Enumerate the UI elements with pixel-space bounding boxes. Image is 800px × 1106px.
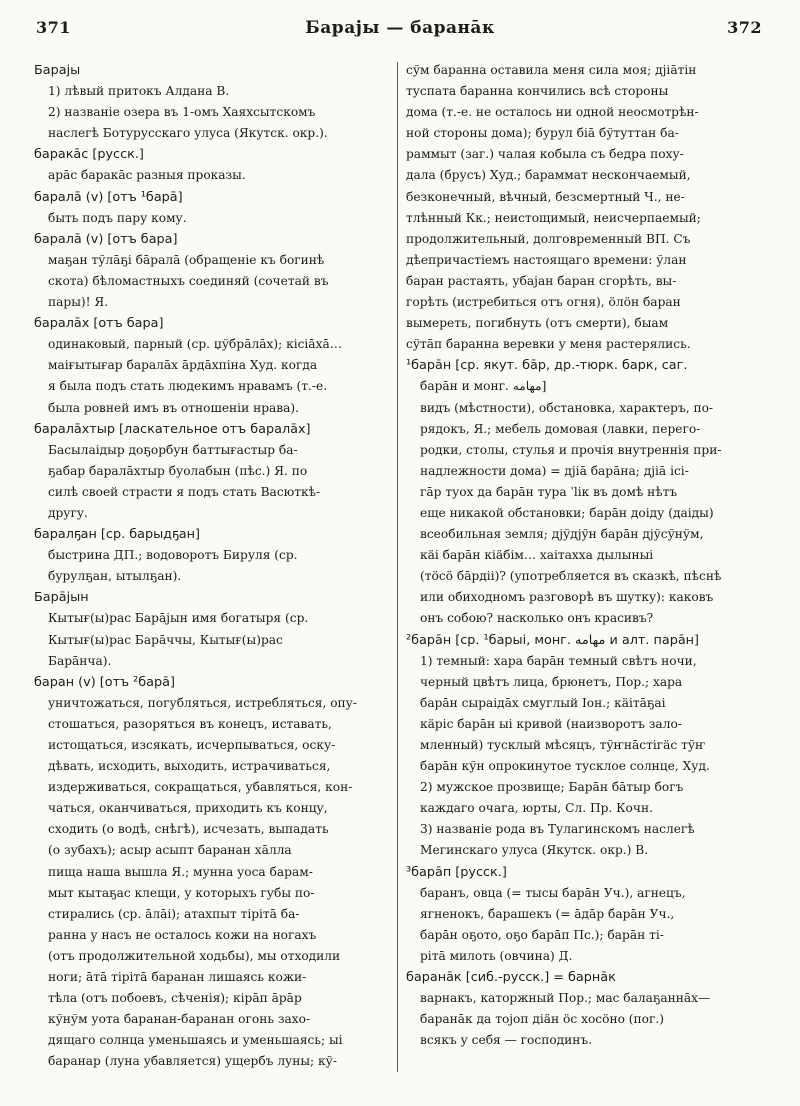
entry-line: Мегинскаго улуса (Якутск. окр.) В. <box>420 843 649 858</box>
entry-line: мыт кытаҕас клещи, у которыхъ губы по- <box>48 885 315 900</box>
entry-line: Басылаідыр доҕорбун баттығастыр ба- <box>48 442 298 457</box>
entry-line: наслегѣ Ботурусскаго улуса (Якутск. окр.). <box>48 126 328 141</box>
entry-line: я была подъ стать людекимъ нравамъ (т.-е. <box>48 379 328 394</box>
entry-headword: баралā (v) [отъ ¹барā] <box>34 189 183 205</box>
entry-line: другу. <box>48 505 88 520</box>
entry-line: маіғытығар баралāх āрдāхпіна Худ. когда <box>48 358 318 373</box>
entry-line: арāс баракāс разныя проказы. <box>48 168 246 183</box>
entry-line: продолжительный, долговременный ВП. Съ <box>406 231 691 246</box>
entry-line: скота) бѣломастныхъ соединяй (сочетай въ <box>48 273 329 288</box>
entry-line: баранар (луна убавляется) ущербъ луны; кў- <box>48 1054 337 1069</box>
entry-line: пары)! Я. <box>48 295 109 310</box>
entry-headword: баранāк [сиб.-русск.] = барнāк <box>406 970 616 986</box>
entry-line: (о зубахъ); асыр асыпт баранан хāлла <box>48 843 292 858</box>
entry-headword: баран (v) [отъ ²барā] <box>34 674 175 690</box>
entry-line: рітā милоть (овчина) Д. <box>420 948 573 963</box>
entry-line: барāн оҕото, оҕо барāп Пс.); барāн ті- <box>420 927 664 942</box>
entry-line: бурулҕан, ытылҕан). <box>48 569 182 584</box>
dictionary-entry <box>34 60 396 144</box>
entry-line: каждаго очага, юрты, Сл. Пр. Кочн. <box>420 801 653 816</box>
entry-line: дящаго солнца уменьшаясь и уменьшаясь; ыі <box>48 1033 343 1048</box>
entry-line: кäріс барāн ыі кривой (наизворотъ зало- <box>420 716 682 731</box>
entry-line: кўнўм уота баранан-баранан огонь захо- <box>48 1012 311 1027</box>
entry-line: сўтāп баранна веревки у меня растерялись. <box>406 337 691 352</box>
entry-line: была ровней имъ въ отношеніи нрава). <box>48 400 300 415</box>
entry-line: быстрина ДП.; водоворотъ Бируля (ср. <box>48 548 298 563</box>
entry-line: 1) темный: хара барāн темный свѣтъ ночи, <box>420 653 697 668</box>
dictionary-entry <box>34 419 396 524</box>
entry-headword: Барāјын <box>34 590 89 606</box>
dictionary-entry <box>406 60 774 355</box>
entry-line: вымереть, погибнуть (отъ смерти), быам <box>406 316 669 331</box>
dictionary-entry <box>34 144 396 186</box>
entry-line: надлежности дома) = дјіā барāна; дјіā ісі- <box>420 463 689 478</box>
entry-line: стошаться, разоряться въ конецъ, иставать, <box>48 716 332 731</box>
entry-line: пища наша вышла Я.; мунна уоса барам- <box>48 864 313 879</box>
dictionary-entry <box>34 187 396 229</box>
right-column <box>406 60 774 1051</box>
page-number-right: 372 <box>727 18 762 37</box>
entry-line: онъ собою? насколько онъ красивъ? <box>420 611 654 626</box>
entry-line: кäі барāн кiäбiм… хаітахха дылыныі <box>420 548 654 563</box>
entry-line: Кытығ(ы)рас Барāччы, Кытығ(ы)рас <box>48 632 283 647</box>
entry-line: дѣепричастіемъ настоящаго времени: ўлан <box>406 252 687 267</box>
entry-line: барāн сыраідāх смуглый Іон.; кäітāҕаі <box>420 695 666 710</box>
entry-line: ноги; āтā тірітā баранан лишаясь кожи- <box>48 970 307 985</box>
dictionary-entry <box>406 355 774 629</box>
entry-headword: Барајы <box>34 63 81 78</box>
entry-line: издерживаться, сокращаться, убавляться, кон- <box>48 780 353 795</box>
entry-line: ной стороны дома); бурул бiā бўтуттан ба- <box>406 126 679 141</box>
entry-line: черный цвѣтъ лица, брюнетъ, Пор.; хара <box>420 674 683 689</box>
entry-line: ҕабар баралāхтыр буолабын (пѣс.) Я. по <box>48 463 308 478</box>
entry-line: мленный) тусклый мѣсяцъ, тўҥнāстiгäс тўҥ <box>420 738 706 752</box>
dictionary-entry <box>34 587 396 671</box>
entry-line: (тöсö бāрдiі)? (употребляется въ сказкѣ, пѣснѣ <box>420 569 722 584</box>
entry-line: ранна у насъ не осталось кожи на ногахъ <box>48 927 317 942</box>
entry-line: безконечный, вѣчный, безсмертный Ч., не- <box>406 189 685 204</box>
entry-line: или обиходномъ разговорѣ въ шутку): каковъ <box>420 590 714 605</box>
entry-line: стирались (ср. āлāі); атахпыт тірітā ба- <box>48 906 300 921</box>
entry-line: баранъ, овца (= тысы барāн Уч.), агнецъ, <box>420 885 686 900</box>
running-title: Барајы — баранāк <box>305 18 495 38</box>
entry-headword: баралāхтыр [ласкательное отъ баралāх] <box>34 421 311 437</box>
entry-line: баранāк да тојоп діäн öс хосöно (пог.) <box>420 1012 665 1027</box>
dictionary-entry <box>406 862 774 967</box>
entry-headword: баракāс [русск.] <box>34 147 144 163</box>
page-number-left: 371 <box>36 18 71 37</box>
entry-line: 2) названіе озера въ 1-омъ Хаяхсытскомъ <box>48 105 316 120</box>
entry-line: сўм баранна оставила меня сила моя; дјіāтін <box>406 63 697 77</box>
dictionary-entry <box>406 967 774 1051</box>
entry-line: ягненокъ, барашекъ (= āдāр барāн Уч., <box>420 906 675 921</box>
entry-headword: баралā (v) [отъ бара] <box>34 231 178 247</box>
left-column <box>34 60 396 1073</box>
dictionary-entry <box>34 524 396 587</box>
column-divider <box>397 62 398 1072</box>
entry-headword: ³барāп [русск.] <box>406 864 507 880</box>
dictionary-entry <box>406 630 774 862</box>
entry-line: дома (т.-е. не осталось ни одной неосмотрѣн- <box>406 105 699 120</box>
entry-line: уничтожаться, погубляться, истребляться, опу- <box>48 695 357 710</box>
entry-headword: баралāх [отъ бара] <box>34 316 164 332</box>
entry-line: барāн кўн опрокинутое тусклое солнце, Худ. <box>420 759 710 774</box>
entry-line: горѣть (истребиться отъ огня), öлöн баран <box>406 295 681 310</box>
entry-line: Барāнча). <box>48 653 112 668</box>
entry-line: баран растаять, убајан баран сгорѣть, вы- <box>406 273 677 288</box>
entry-line: силѣ своей страсти я подъ стать Васюткѣ- <box>48 484 321 499</box>
entry-line: еще никакой обстановки; барāн доіду (даіды) <box>420 505 714 520</box>
entry-line: 1) лѣвый притокъ Алдана В. <box>48 84 230 99</box>
entry-line: барāн и монг. ﻣﻬﺎﻣﻪ] <box>420 379 547 394</box>
entry-line: туспата баранна кончились всѣ стороны <box>406 84 669 99</box>
entry-line: всеобильная земля; дјўдјўн барāн дјўсўнўм, <box>420 527 704 542</box>
entry-headword: ¹барāн [ср. якут. бāр, др.-тюрк. барк, саг. <box>406 358 688 374</box>
entry-line: тлѣнный Кк.; неистощимый, неисчерпаемый; <box>406 210 701 225</box>
entry-line: дала (брусъ) Худ.; бараммат нескончаемый, <box>406 168 691 183</box>
entry-line: родки, столы, стулья и прочія внутреннія при- <box>420 442 722 457</box>
entry-line: варнакъ, каторжный Пор.; мас балаҕаннāх— <box>420 991 711 1006</box>
entry-line: раммыт (заг.) чалая кобыла съ бедра поху- <box>406 147 684 162</box>
entry-line: Кытығ(ы)рас Барāјын имя богатыря (ср. <box>48 611 309 626</box>
entry-line: одинаковый, парный (ср. џўбрāлāх); кісіāхā… <box>48 337 342 352</box>
dictionary-entry <box>34 229 396 313</box>
entry-line: тѣла (отъ побоевъ, сѣченія); кірāп āрāр <box>48 991 302 1006</box>
entry-line: гāр туох да барāн тура ˈlік въ домѣ нѣтъ <box>420 484 678 499</box>
entry-line: (отъ продолжительной ходьбы), мы отходили <box>48 948 341 963</box>
entry-line: рядокъ, Я.; мебель домовая (лавки, перего- <box>420 421 701 436</box>
entry-line: сходить (о водѣ, снѣгѣ), исчезать, выпадать <box>48 822 329 837</box>
entry-line: маҕан тўлāҕі бāралā (обращеніе къ богинѣ <box>48 252 325 267</box>
entry-line: 2) мужское прозвище; Барāн бāтыр богъ <box>420 780 684 795</box>
entry-headword: баралҕан [ср. барыдҕан] <box>34 527 201 543</box>
entry-line: быть подъ пару кому. <box>48 210 187 225</box>
entry-line: дѣвать, исходить, выходить, истрачиваться, <box>48 759 331 774</box>
entry-line: истощаться, изсякать, исчерпываться, оску- <box>48 738 336 752</box>
entry-line: всякъ у себя — господинъ. <box>420 1033 593 1048</box>
dictionary-entry <box>34 672 396 1073</box>
entry-line: чаться, оканчиваться, приходить къ концу, <box>48 801 328 816</box>
entry-headword: ²барāн [ср. ¹барыі, монг. ﻣﻬﺎﻣﻪ и алт. парāн] <box>406 632 700 648</box>
dictionary-entry <box>34 313 396 418</box>
entry-line: видъ (мѣстности), обстановка, характеръ, по- <box>420 400 714 415</box>
entry-line: 3) названіе рода въ Тулагинскомъ наслегѣ <box>420 822 695 837</box>
